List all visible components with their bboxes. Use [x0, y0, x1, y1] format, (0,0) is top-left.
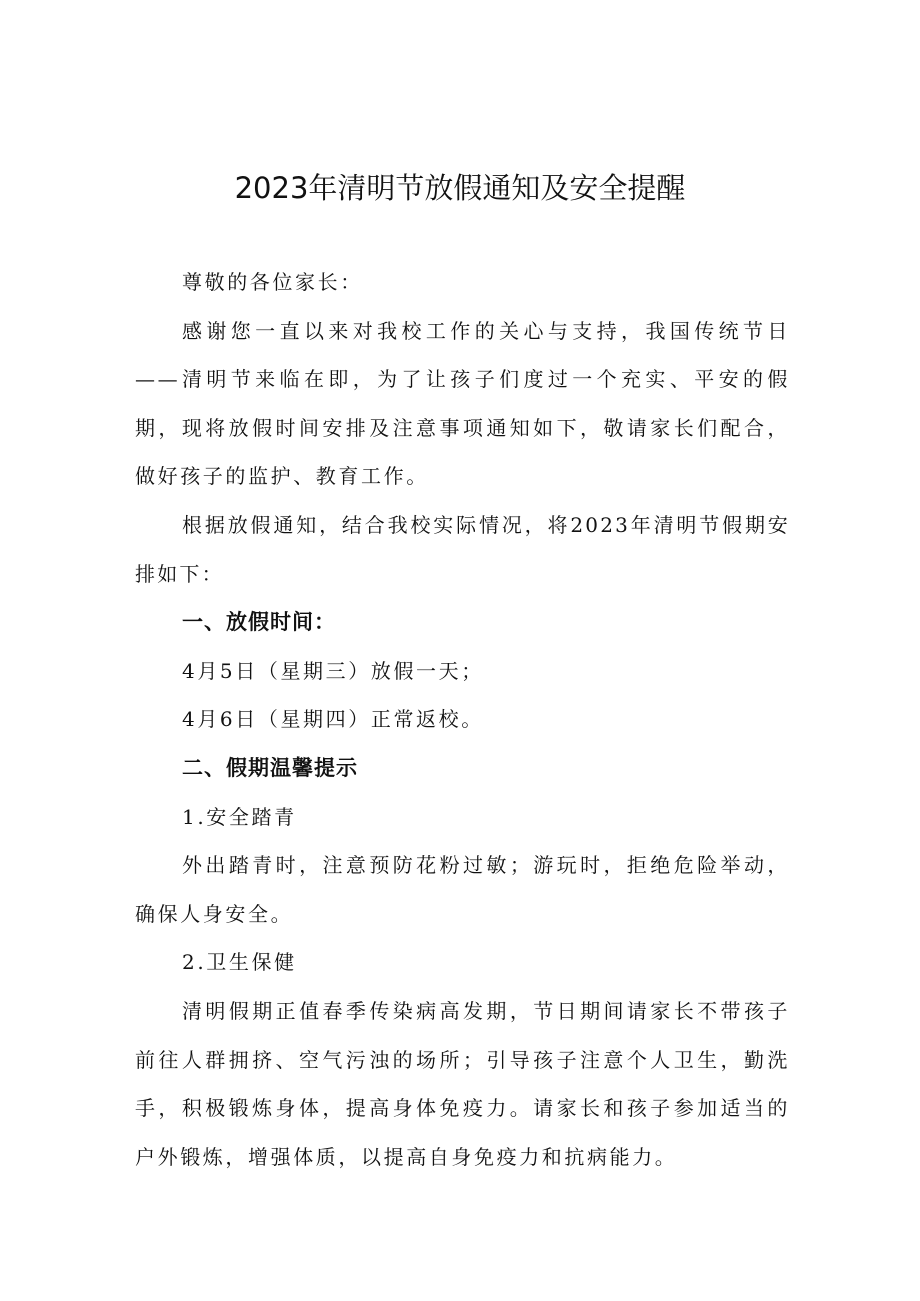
tip-text-hygiene: 清明假期正值春季传染病高发期，节日期间请家长不带孩子前往人群拥挤、空气污浊的场所；引导孩子注意个人卫生，勤洗手，积极锻炼身体，提高身体免疫力。请家长和孩子参加适当的户外锻炼，增强体质，以提高自身免疫力和抗病能力。 — [135, 998, 790, 1169]
intro-paragraph: 感谢您一直以来对我校工作的关心与支持，我国传统节日——清明节来临在即，为了让孩子们度过一个充实、平安的假期，现将放假时间安排及注意事项通知如下，敬请家长们配合，做好孩子的监护、教育工作。 — [135, 318, 790, 489]
section-heading-tips: 二、假期温馨提示 — [182, 755, 358, 780]
return-date-line: 4月6日（星期四）正常返校。 — [182, 707, 484, 732]
tip-text-safety: 外出踏青时，注意预防花粉过敏；游玩时，拒绝危险举动，确保人身安全。 — [135, 853, 790, 926]
tip-title-safety: 1.安全踏青 — [182, 804, 297, 829]
document-body — [135, 258, 790, 1181]
salutation: 尊敬的各位家长： — [182, 270, 363, 294]
section-heading-holiday-time: 一、放假时间： — [182, 610, 336, 635]
holiday-date-line: 4月5日（星期三）放假一天； — [182, 658, 484, 683]
arrangement-paragraph: 根据放假通知，结合我校实际情况，将2023年清明节假期安排如下： — [135, 512, 790, 586]
tip-title-hygiene: 2.卫生保健 — [182, 950, 297, 975]
document-title: 2023年清明节放假通知及安全提醒 — [234, 171, 686, 205]
